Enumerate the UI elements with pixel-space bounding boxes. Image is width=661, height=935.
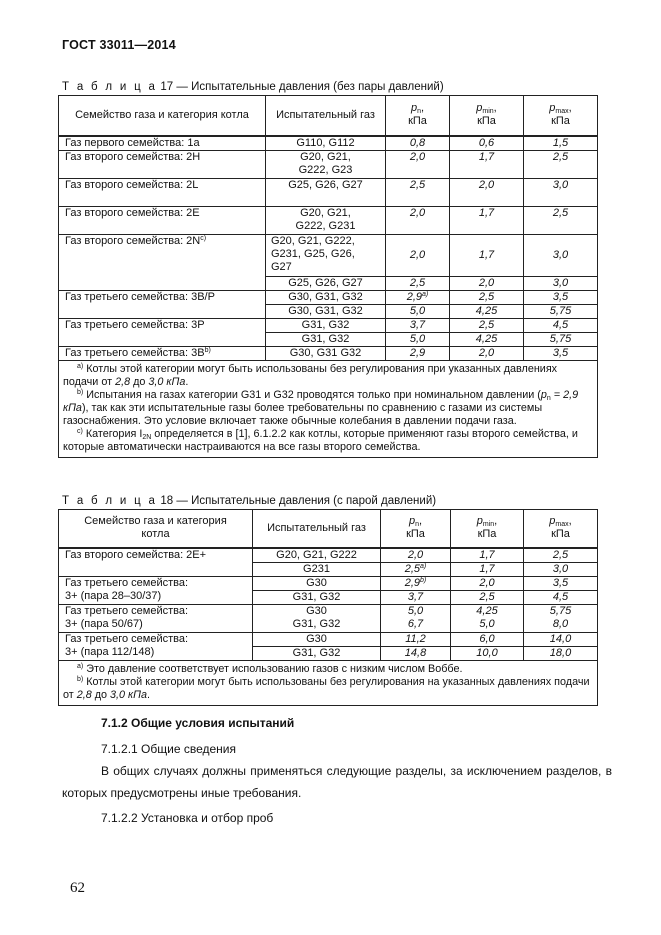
col-family-header: Семейство газа и категория котла <box>59 510 253 548</box>
table-18-footnotes <box>59 660 598 705</box>
col-gas-header: Испытательный газ <box>266 96 386 136</box>
table-row: Газ второго семейства: 2Н G20, G21, G222, G23 2,0 1,7 2,5 <box>59 150 598 178</box>
document-header: ГОСТ 33011—2014 <box>62 38 176 52</box>
subsection-heading-7-1-2-2: 7.1.2.2 Установка и отбор проб <box>101 811 274 825</box>
table-row: Газ третьего семейства: G30 2,9$^{b)}$ 2,0 3,5 <box>59 576 598 590</box>
table-17-header-row <box>59 96 598 136</box>
table-row: Газ второго семейства: 2L G25, G26, G27 2,5 2,0 3,0 <box>59 178 598 206</box>
footnote-b: $^{b)}$ Испытания на газах категории G31 и G32 проводятся только при номинальном давлении ($p_n = 2,9$ кПа), так как эти испытательные газы более требовательны по сравнению с газами из системы газоснабжения. Это условие включает также обычные колебания в давлении подачи газа. <box>63 388 579 427</box>
table-row: 3+ (пара 112/148) G31, G32 14,8 10,0 18,0 <box>59 646 598 660</box>
footnote-a: $^{a)}$ Это давление соответствует использованию газов с низким числом Воббе. <box>77 662 463 675</box>
body-paragraph: В общих случаях должны применяться следующие разделы, за исключением разделов, в которых предусмотрены иные требования. <box>62 764 612 800</box>
subsection-heading-7-1-2-1: 7.1.2.1 Общие сведения <box>101 742 236 756</box>
col-pmax-header: $p_{max}$, кПа <box>524 510 598 548</box>
table-18-caption: Т а б л и ц а 18 — Испытательные давления (с парой давлений) <box>62 495 437 507</box>
table-row: 3+ (пара 28–30/37) G31, G32 3,7 2,5 4,5 <box>59 590 598 604</box>
table-18-header-row <box>59 510 598 548</box>
table-row: Газ второго семейства: 2Е G20, G21, G222, G231 2,0 1,7 2,5 <box>59 206 598 234</box>
table-row: G30, G31, G32 5,0 4,25 5,75 <box>59 304 598 318</box>
col-pmin-header: $p_{min}$, кПа <box>451 510 524 548</box>
table-row: Газ третьего семейства: G30 11,2 6,0 14,0 <box>59 632 598 646</box>
table-row: G25, G26, G27 2,5 2,0 3,0 <box>59 276 598 290</box>
page-number: 62 <box>70 880 85 896</box>
col-pn-header: $p_n$, кПа <box>381 510 451 548</box>
table-row: Газ третьего семейства: 3Р G31, G32 3,7 2,5 4,5 <box>59 318 598 332</box>
table-row: Газ третьего семейства: 3В/Р G30, G31, G32 2,9$^{a)}$ 2,5 3,5 <box>59 290 598 304</box>
footnote-b: $^{b)}$ Котлы этой категории могут быть использованы без регулирования на указанных давлениях подачи от 2,8 до 3,0 кПа. <box>63 675 590 701</box>
table-row: Газ первого семейства: 1а G110, G112 0,8 0,6 1,5 <box>59 136 598 151</box>
table-18 <box>58 509 598 706</box>
col-family-header: Семейство газа и категория котла <box>59 96 266 136</box>
table-row: G231 2,5$^{a)}$ 1,7 3,0 <box>59 562 598 576</box>
section-heading-7-1-2: 7.1.2 Общие условия испытаний <box>101 716 295 730</box>
col-gas-header: Испытательный газ <box>253 510 381 548</box>
col-pn-header: $p_n$, кПа <box>386 96 450 136</box>
table-17-caption: Т а б л и ц а 17 — Испытательные давления (без пары давлений) <box>62 81 444 93</box>
table-17-footnotes <box>59 360 598 457</box>
col-pmax-header: $p_{max}$, кПа <box>524 96 598 136</box>
table-row: Газ второго семейства: $2N^{c)}$ G20, G21, G222, G231, G25, G26, G27 2,0 1,7 3,0 <box>59 234 598 276</box>
table-row: Газ третьего семейства: $3В^{b)}$ G30, G31 G32 2,9 2,0 3,5 <box>59 346 598 360</box>
table-row: Газ второго семейства: 2Е+ G20, G21, G222 2,0 1,7 2,5 <box>59 548 598 563</box>
footnote-c: $^{c)}$ Категория $I_{2N}$ определяется в [1], 6.1.2.2 как котлы, которые применяют газы второго семейства, и которые автоматически настраиваются на все газы второго семейства. <box>63 427 578 453</box>
footnote-a: $^{a)}$ Котлы этой категории могут быть использованы без регулирования при указанных давлениях подачи от 2,8 до 3,0 кПа. <box>63 362 558 388</box>
table-row: G31, G32 5,0 4,25 5,75 <box>59 332 598 346</box>
table-row: Газ третьего семейства: 3+ (пара 50/67) G30 G31, G32 5,0 6,7 4,25 5,0 5,75 8,0 <box>59 604 598 632</box>
col-pmin-header: $p_{min}$, кПа <box>450 96 524 136</box>
table-17 <box>58 95 598 458</box>
